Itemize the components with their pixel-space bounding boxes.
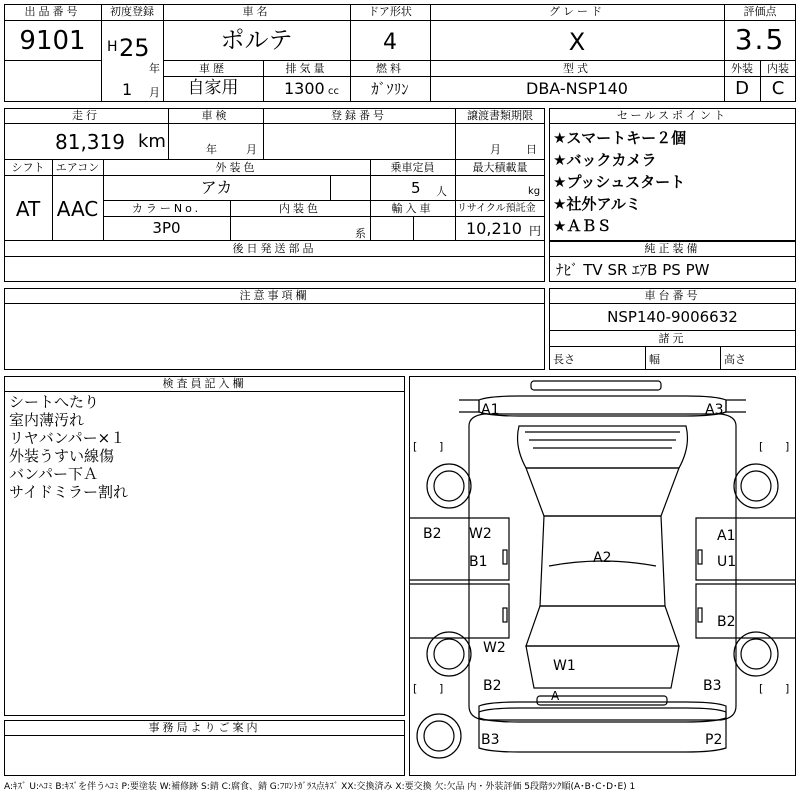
era: H (107, 39, 118, 55)
exterior-grade: D (735, 78, 749, 99)
inspector-title: 検査員記入欄 (162, 377, 247, 390)
door-value: 4 (383, 30, 397, 55)
score-label: 評価点 (743, 5, 777, 18)
damage-mark: A1 (717, 528, 736, 544)
damage-mark: B2 (483, 678, 502, 694)
inspector-line: リヤバンパー×１ (9, 429, 126, 447)
damage-mark: W1 (553, 658, 576, 674)
sales-points-title: セールスポイント (616, 109, 728, 122)
damage-mark: W2 (469, 526, 492, 542)
inspection-month: 月 (246, 143, 257, 156)
door-label: ドア形状 (368, 5, 412, 18)
interior-grade: C (771, 78, 785, 99)
color-number-value: 3P0 (152, 219, 181, 237)
shift-value: AT (15, 197, 41, 221)
later-parts-label: 後日発送部品 (232, 242, 317, 255)
damage-mark: A3 (705, 402, 724, 418)
chassis-number: NSP140-9006632 (607, 308, 738, 326)
car-name: ポルテ (220, 26, 293, 54)
capacity-label: 乗車定員 (390, 161, 435, 174)
bracket: [ (759, 682, 764, 695)
sales-point-item: ★スマートキー２個 (553, 129, 687, 147)
score-value: 3.5 (734, 23, 786, 56)
shift-label: シフト (11, 161, 45, 174)
equipment-value: ﾅﾋﾞ TV SR ｴｱB PS PW (556, 261, 710, 279)
sales-point-item: ★バックカメラ (553, 151, 657, 169)
registration-number-label: 登録番号 (331, 109, 387, 122)
inspector-line: 外装うすい線傷 (9, 447, 115, 465)
transfer-month: 月 (490, 143, 501, 156)
mileage-value: 81,319 (55, 130, 125, 154)
bracket: [ (759, 440, 764, 453)
history-label: 車歴 (199, 62, 227, 75)
history-value: 自家用 (187, 78, 239, 98)
dimensions-title: 諸元 (658, 332, 687, 345)
legend: A:ｷｽﾞ U:ﾍｺﾐ B:ｷｽﾞを伴うﾍｺﾐ P:要塗装 W:補修跡 S:錆 C:腐食、錆 G:ﾌﾛﾝﾄｶﾞﾗｽ点ｷｽﾞ XX:交換済み X:要交換 欠:欠品 内・外装評価 5段階ﾗﾝｸ順(A･B･C･D･E) 1 (4, 782, 636, 792)
mileage-unit: km (138, 131, 166, 152)
damage-mark: A (551, 689, 560, 703)
sales-point-item: ★プッシュスタート (553, 173, 686, 191)
bracket: [ (413, 682, 418, 695)
model-label: 型式 (563, 62, 591, 75)
displacement-label: 排気量 (285, 62, 328, 75)
bracket: ] (785, 682, 790, 695)
grade-value: X (568, 28, 586, 56)
recycle-label: リサイクル預託金 (457, 203, 536, 214)
bracket: ] (439, 682, 444, 695)
car-diagram (409, 376, 796, 776)
inspection-year: 年 (206, 143, 217, 156)
office-title: 事務局よりご案内 (148, 721, 261, 734)
max-load-unit: kg (528, 186, 541, 197)
width-label: 幅 (649, 353, 660, 366)
max-load-label: 最大積載量 (472, 161, 528, 174)
damage-mark: B3 (481, 732, 500, 748)
inspector-line: バンパー下Ａ (9, 465, 98, 483)
recycle-value: 10,210 (466, 219, 522, 238)
damage-mark: B2 (717, 614, 736, 630)
registration-month: 1 (122, 80, 133, 99)
height-label: 高さ (724, 353, 746, 366)
sales-point-item: ★社外アルミ (553, 195, 641, 213)
chassis-number-label: 車台番号 (644, 289, 701, 302)
grade-label: グレード (549, 5, 605, 18)
recycle-unit: 円 (529, 224, 542, 238)
transfer-deadline-label: 譲渡書類期限 (467, 109, 533, 122)
interior-color-label: 内装色 (279, 202, 321, 215)
interior-color-unit: 系 (355, 227, 366, 240)
inspection-label: 車検 (201, 109, 230, 122)
model-value: DBA-NSP140 (526, 79, 628, 98)
month-unit: 月 (149, 86, 160, 99)
color-number-label: カラーNo. (131, 202, 202, 215)
length-label: 長さ (553, 353, 575, 366)
transfer-day: 日 (526, 143, 537, 156)
notes-title: 注意事項欄 (239, 289, 310, 302)
car-name-label: 車名 (242, 5, 271, 18)
fuel-value: ｶﾞｿﾘﾝ (371, 80, 409, 98)
damage-mark: A1 (481, 402, 500, 418)
damage-mark: P2 (705, 732, 723, 748)
year-unit: 年 (149, 62, 160, 75)
interior-label: 内装 (767, 62, 789, 75)
damage-mark: B1 (469, 554, 488, 570)
lot-number-label: 出品番号 (24, 5, 81, 18)
capacity-value: 5 (411, 179, 421, 197)
damage-mark: B2 (423, 526, 442, 542)
inspector-line: 室内薄汚れ (9, 411, 85, 429)
sales-point-item: ★ＡＢＳ (553, 217, 612, 235)
aircon-value: AAC (56, 197, 99, 221)
equipment-title: 純正装備 (644, 242, 701, 255)
mileage-label: 走行 (72, 109, 100, 122)
exterior-color-label: 外装色 (215, 161, 258, 174)
fuel-label: 燃料 (376, 62, 404, 75)
inspector-line: サイドミラー割れ (9, 483, 128, 501)
damage-mark: B3 (703, 678, 722, 694)
displacement-value: 1300 (284, 79, 325, 98)
bracket: [ (413, 440, 418, 453)
damage-mark: U1 (717, 554, 737, 570)
lot-number: 9101 (19, 26, 86, 56)
displacement-unit: cc (328, 86, 339, 97)
bracket: ] (439, 440, 444, 453)
capacity-unit: 人 (436, 185, 447, 198)
damage-mark: W2 (483, 640, 506, 656)
import-label: 輸入車 (391, 202, 434, 215)
exterior-color-value: アカ (200, 178, 233, 197)
registration-year: 25 (119, 34, 150, 62)
inspector-line: シートへたり (9, 393, 100, 411)
aircon-label: エアコン (55, 161, 100, 174)
damage-mark: A2 (593, 550, 612, 566)
first-registration-label: 初度登録 (110, 5, 154, 18)
exterior-label: 外装 (731, 62, 753, 75)
bracket: ] (785, 440, 790, 453)
